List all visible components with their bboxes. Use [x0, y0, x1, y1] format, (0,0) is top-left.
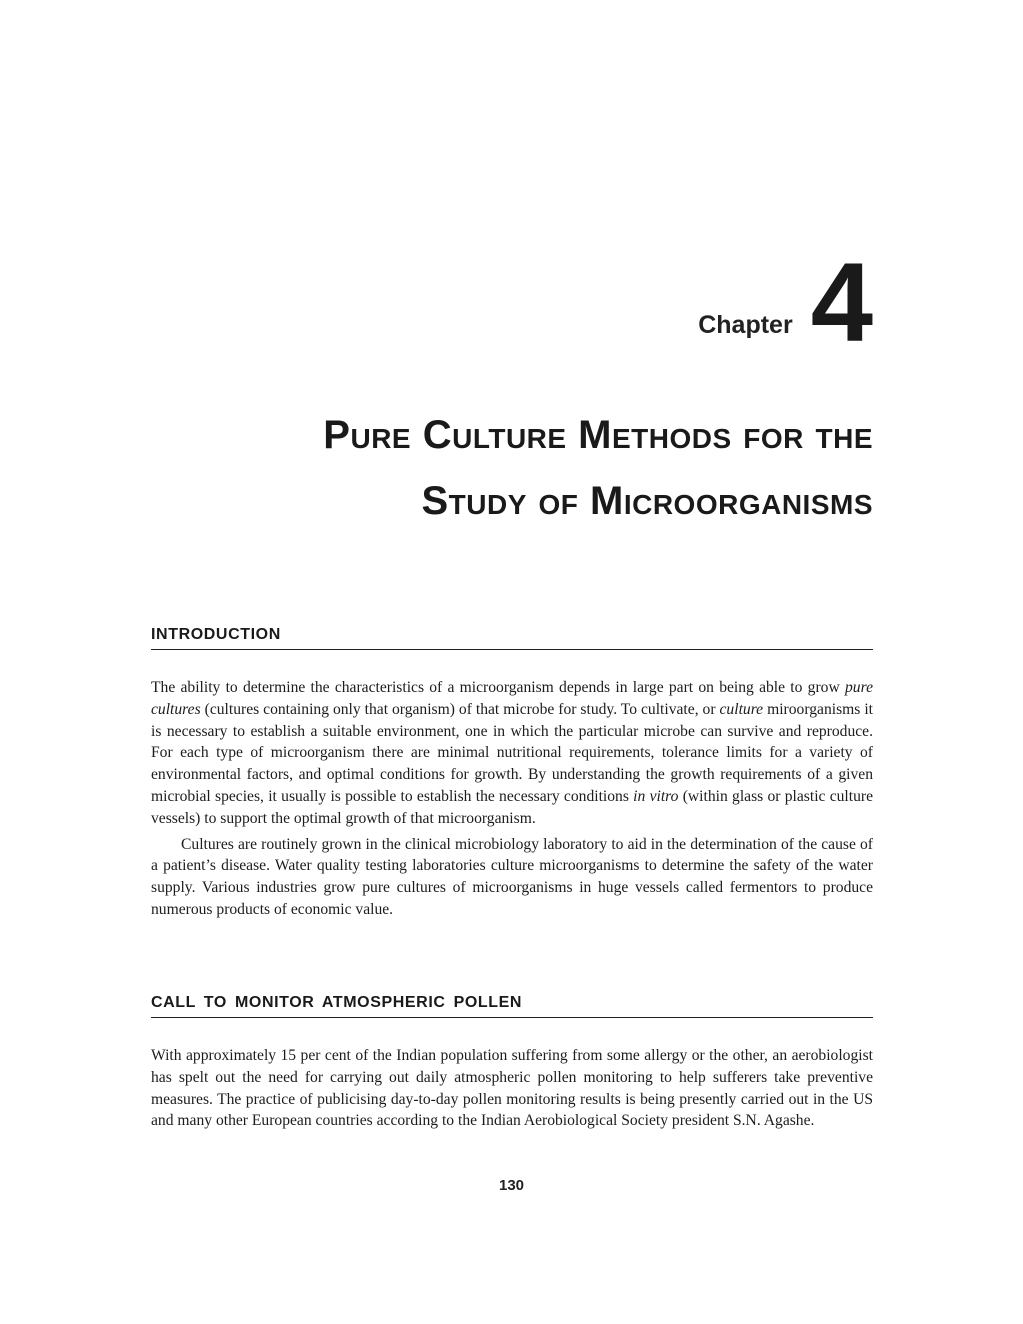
section-pollen [151, 994, 873, 1132]
italic-term-in-vitro: in vitro [633, 787, 679, 805]
chapter-title-line-2: Study of Microorganisms [421, 479, 873, 523]
page-number: 130 [498, 1177, 525, 1194]
italic-term-culture: culture [719, 700, 764, 718]
intro-paragraph-2: Cultures are routinely grown in the clinical microbiology laboratory to aid in the determination of the cause of a patient’s disease. Water quality testing laboratories culture microorganisms to determine the safety of the water supply. Various industries grow pure cultures of microorganisms in huge vessels called fermentors to produce numerous products of economic value. [151, 835, 873, 918]
chapter-heading [698, 240, 873, 365]
section-body [151, 677, 873, 921]
section-heading-introduction: INTRODUCTION [151, 626, 873, 650]
section-body [151, 1045, 873, 1132]
section-heading-pollen: CALL TO MONITOR ATMOSPHERIC POLLEN [151, 994, 873, 1018]
text-run: The ability to determine the characteristics of a microorganism depends in large part on being able to grow [151, 679, 845, 696]
italic-term-pure-cultures: pure cultures [151, 679, 873, 718]
pollen-paragraph-1: With approximately 15 per cent of the Indian population suffering from some allergy or the other, an aerobiologist has spelt out the need for carrying out daily atmospheric pollen monitoring to help sufferers take preventive measures. The practice of publicising day-to-day pollen monitoring results is being presently carried out in the US and many other European countries according to the Indian Aerobiological Society president S.N. Agashe. [151, 1047, 873, 1130]
intro-paragraph-1 [151, 677, 873, 830]
chapter-label: Chapter [698, 311, 793, 339]
chapter-title [323, 402, 873, 534]
chapter-number: 4 [810, 240, 873, 365]
text-run: (within glass or plastic culture vessels) to support the optimal growth of that microorganism. [151, 787, 874, 827]
section-introduction [151, 626, 873, 921]
chapter-title-line-1: Pure Culture Methods for the [323, 413, 873, 457]
text-run: (cultures containing only that organism) of that microbe for study. To cultivate, or [200, 700, 720, 718]
text-run: miroorganisms it is necessary to establish a suitable environment, one in which the particular microbe can survive and reproduce. For each type of microorganism there are minimal nutritional requirements, tolerance limits for a variety of environmental factors, and optimal conditions for growth. By understanding the growth requirements of a given microbial species, it usually is possible to establish the necessary conditions [151, 700, 873, 805]
